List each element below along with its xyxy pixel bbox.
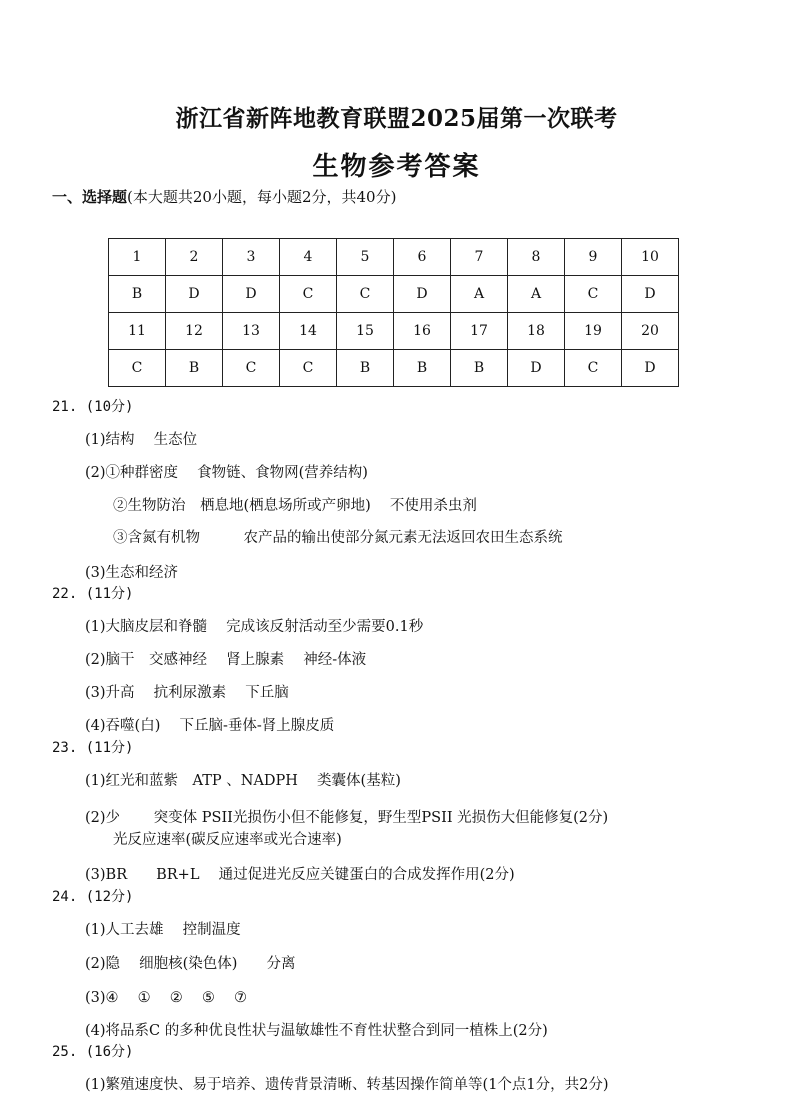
- table-cell: 18: [508, 313, 565, 350]
- table-cell: B: [109, 276, 166, 313]
- table-cell: B: [394, 350, 451, 387]
- q24-line-3: (3)④ ① ② ⑤ ⑦: [85, 990, 247, 1006]
- table-cell: 10: [622, 239, 679, 276]
- q23-line-3: 光反应速率(碳反应速率或光合速率): [113, 832, 342, 848]
- q24-line-2: (2)隐 细胞核(染色体) 分离: [85, 956, 296, 972]
- table-cell: 1: [109, 239, 166, 276]
- table-cell: D: [166, 276, 223, 313]
- table-row: [109, 239, 679, 276]
- question-25-header: 25. (16分): [52, 1044, 134, 1060]
- table-cell: 2: [166, 239, 223, 276]
- q21-line-2: (2)①种群密度 食物链、食物网(营养结构): [85, 465, 368, 481]
- table-cell: A: [508, 276, 565, 313]
- table-cell: 16: [394, 313, 451, 350]
- table-cell: 17: [451, 313, 508, 350]
- table-cell: D: [622, 350, 679, 387]
- table-cell: C: [565, 276, 622, 313]
- q21-line-4: ③含氮有机物 农产品的输出使部分氮元素无法返回农田生态系统: [113, 530, 563, 546]
- table-cell: 5: [337, 239, 394, 276]
- section-heading: [52, 186, 396, 207]
- q21-line-1: (1)结构 生态位: [85, 432, 198, 448]
- table-cell: 8: [508, 239, 565, 276]
- table-cell: D: [223, 276, 280, 313]
- q25-line-1: (1)繁殖速度快、易于培养、遗传背景清晰、转基因操作简单等(1个点1分，共2分): [85, 1077, 609, 1093]
- table-cell: 6: [394, 239, 451, 276]
- q22-line-3: (3)升高 抗利尿激素 下丘脑: [85, 685, 289, 701]
- table-cell: 9: [565, 239, 622, 276]
- table-cell: B: [337, 350, 394, 387]
- answer-table: [108, 238, 679, 387]
- q21-line-3: ②生物防治 栖息地(栖息场所或产卵地) 不使用杀虫剂: [113, 498, 477, 514]
- q23-line-2: (2)少 突变体 PSII光损伤小但不能修复，野生型PSII 光损伤大但能修复(2分): [85, 810, 609, 826]
- document-subtitle: 生物参考答案: [312, 152, 481, 182]
- table-cell: D: [622, 276, 679, 313]
- table-cell: C: [280, 276, 337, 313]
- table-cell: 20: [622, 313, 679, 350]
- q23-line-1: (1)红光和蓝紫 ATP 、NADPH 类囊体(基粒): [85, 773, 401, 789]
- document-title: 浙江省新阵地教育联盟2025届第一次联考: [175, 105, 618, 132]
- table-cell: B: [451, 350, 508, 387]
- question-21-header: 21. (10分): [52, 399, 134, 415]
- table-cell: 4: [280, 239, 337, 276]
- section-note: (本大题共20小题，每小题2分，共40分): [127, 188, 397, 206]
- table-cell: D: [508, 350, 565, 387]
- table-cell: 7: [451, 239, 508, 276]
- table-cell: D: [394, 276, 451, 313]
- table-cell: C: [223, 350, 280, 387]
- table-cell: 19: [565, 313, 622, 350]
- question-24-header: 24. (12分): [52, 889, 134, 905]
- q24-line-4: (4)将品系C 的多种优良性状与温敏雄性不育性状整合到同一植株上(2分): [85, 1023, 548, 1039]
- table-cell: C: [280, 350, 337, 387]
- table-cell: 12: [166, 313, 223, 350]
- table-cell: C: [565, 350, 622, 387]
- q21-line-5: (3)生态和经济: [85, 565, 179, 581]
- table-cell: B: [166, 350, 223, 387]
- table-row: [109, 350, 679, 387]
- table-row: [109, 276, 679, 313]
- question-22-header: 22. (11分): [52, 586, 134, 602]
- table-cell: A: [451, 276, 508, 313]
- table-cell: 14: [280, 313, 337, 350]
- table-cell: 11: [109, 313, 166, 350]
- question-23-header: 23. (11分): [52, 740, 134, 756]
- table-cell: 3: [223, 239, 280, 276]
- q24-line-1: (1)人工去雄 控制温度: [85, 922, 241, 938]
- table-cell: 13: [223, 313, 280, 350]
- table-cell: C: [109, 350, 166, 387]
- table-cell: C: [337, 276, 394, 313]
- section-title: 一、选择题: [52, 188, 128, 206]
- q23-line-4: (3)BR BR+L 通过促进光反应关键蛋白的合成发挥作用(2分): [85, 867, 515, 883]
- q22-line-2: (2)脑干 交感神经 肾上腺素 神经-体液: [85, 652, 367, 668]
- table-cell: 15: [337, 313, 394, 350]
- table-row: [109, 313, 679, 350]
- q22-line-1: (1)大脑皮层和脊髓 完成该反射活动至少需要0.1秒: [85, 619, 424, 635]
- q22-line-4: (4)吞噬(白) 下丘脑-垂体-肾上腺皮质: [85, 718, 335, 734]
